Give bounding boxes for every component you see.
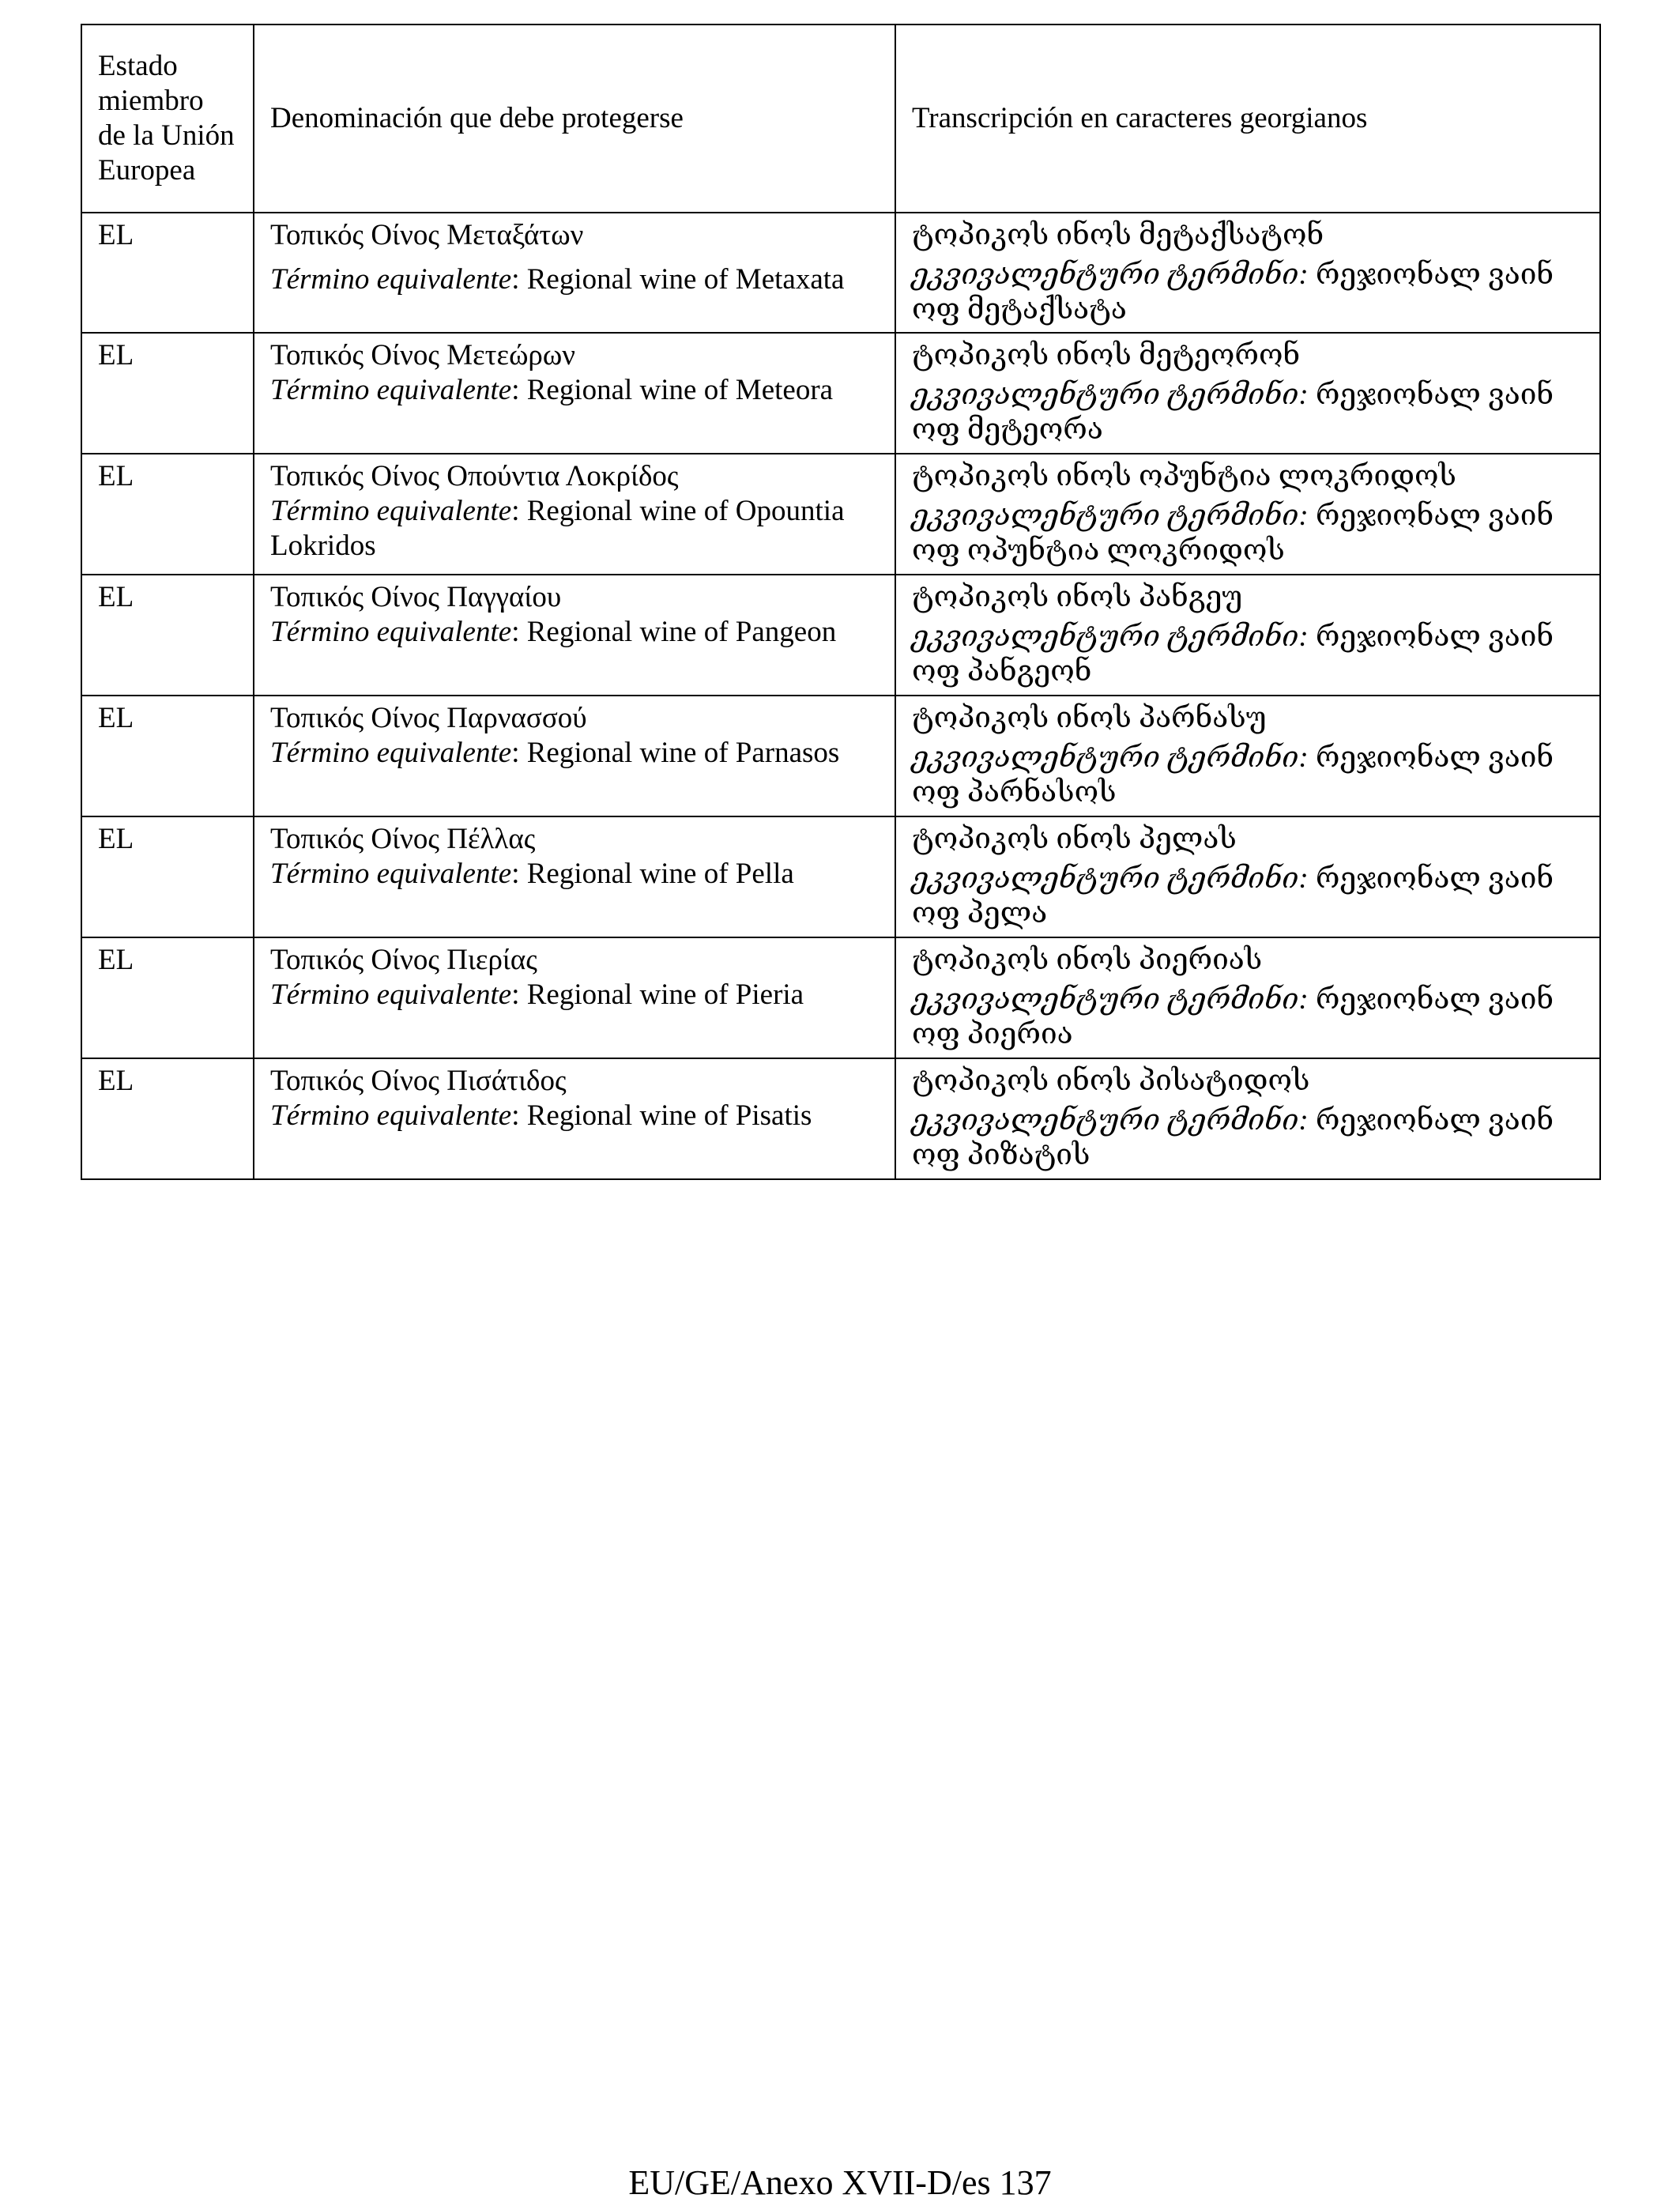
georgian-equivalent-label: ეკვივალენტური ტერმინი: <box>912 620 1309 653</box>
georgian-equivalent <box>912 499 1584 568</box>
georgian-equivalent-label: ეკვივალენტური ტერმინი: <box>912 741 1309 774</box>
georgian-name: ტოპიკოს ინოს ოპუნტია ლოკრიდოს <box>912 460 1456 492</box>
equivalent-value: : Regional wine of Pangeon <box>511 616 837 648</box>
table-row <box>81 816 1600 937</box>
cell-name <box>254 213 895 333</box>
equivalent-value: : Regional wine of Pella <box>511 858 794 890</box>
cell-name <box>254 454 895 575</box>
georgian-equivalent <box>912 862 1584 931</box>
protected-name: Τοπικός Οίνος Μεταξάτων <box>270 219 584 251</box>
georgian-equivalent-value: რეჯიონალ ვაინ ოფ პელა <box>912 862 1554 929</box>
equivalent-term <box>270 494 879 564</box>
cell-state: EL <box>81 333 254 454</box>
page-footer: EU/GE/Anexo XVII-D/es 137 <box>628 2163 1052 2202</box>
protected-name: Τοπικός Οίνος Παρνασσού <box>270 702 587 734</box>
georgian-name: ტოპიკოს ინოს პანგეუ <box>912 581 1243 613</box>
georgian-name: ტოპიკოს ინოს მეტეორონ <box>912 339 1301 371</box>
cell-state: EL <box>81 937 254 1058</box>
table-row <box>81 213 1600 333</box>
georgian-equivalent <box>912 741 1584 810</box>
equivalent-value: : Regional wine of Opountia Lokridos <box>270 495 845 562</box>
equivalent-term <box>270 262 879 297</box>
georgian-equivalent-value: რეჯიონალ ვაინ ოფ პიზატის <box>912 1104 1554 1171</box>
equivalent-value: : Regional wine of Metaxata <box>511 263 845 296</box>
georgian-equivalent <box>912 378 1584 447</box>
table-row <box>81 696 1600 816</box>
table-body <box>81 25 1600 1179</box>
equivalent-term <box>270 373 879 408</box>
cell-name <box>254 575 895 696</box>
cell-state: EL <box>81 454 254 575</box>
cell-transcription <box>895 816 1600 937</box>
equivalent-label: Término equivalente <box>270 858 512 890</box>
cell-transcription <box>895 937 1600 1058</box>
equivalent-label: Término equivalente <box>270 616 512 648</box>
table-header-row <box>81 25 1600 213</box>
equivalent-term <box>270 857 879 892</box>
equivalent-value: : Regional wine of Pieria <box>511 978 804 1011</box>
cell-state: EL <box>81 816 254 937</box>
cell-state: EL <box>81 1058 254 1179</box>
protected-name: Τοπικός Οίνος Παγγαίου <box>270 581 562 613</box>
georgian-equivalent-value: რეჯიონალ ვაინ ოფ მეტაქსატა <box>912 258 1554 326</box>
cell-name <box>254 1058 895 1179</box>
equivalent-label: Término equivalente <box>270 263 512 296</box>
georgian-equivalent-label: ეკვივალენტური ტერმინი: <box>912 500 1309 532</box>
protected-name: Τοπικός Οίνος Μετεώρων <box>270 339 575 371</box>
header-state: Estado miembro de la Unión Europea <box>81 25 254 213</box>
georgian-equivalent <box>912 1103 1584 1173</box>
georgian-name: ტოპიკოს ინოს პისატიდოს <box>912 1065 1310 1097</box>
georgian-equivalent <box>912 258 1584 327</box>
georgian-name: ტოპიკოს ინოს პიერიას <box>912 944 1263 976</box>
equivalent-label: Término equivalente <box>270 495 512 527</box>
table-row <box>81 454 1600 575</box>
table-row <box>81 937 1600 1058</box>
georgian-equivalent-value: რეჯიონალ ვაინ ოფ პარნასოს <box>912 741 1554 809</box>
equivalent-term <box>270 1099 879 1133</box>
cell-name <box>254 816 895 937</box>
georgian-equivalent <box>912 620 1584 689</box>
cell-name <box>254 333 895 454</box>
equivalent-label: Término equivalente <box>270 1099 512 1132</box>
equivalent-term <box>270 736 879 771</box>
georgian-name: ტოპიკოს ინოს პარნასუ <box>912 702 1267 734</box>
georgian-equivalent-label: ეკვივალენტური ტერმინი: <box>912 1104 1309 1137</box>
protected-name: Τοπικός Οίνος Οπούντια Λοκρίδος <box>270 460 679 492</box>
georgian-equivalent <box>912 982 1584 1052</box>
georgian-equivalent-label: ეკვივალენტური ტერმინი: <box>912 379 1309 411</box>
georgian-equivalent-value: რეჯიონალ ვაინ ოფ მეტეორა <box>912 379 1554 446</box>
table-row <box>81 333 1600 454</box>
georgian-equivalent-label: ეკვივალენტური ტერმინი: <box>912 862 1309 895</box>
cell-state: EL <box>81 696 254 816</box>
equivalent-label: Término equivalente <box>270 978 512 1011</box>
georgian-equivalent-value: რეჯიონალ ვაინ ოფ ოპუნტია ლოკრიდოს <box>912 500 1554 567</box>
equivalent-label: Término equivalente <box>270 737 512 769</box>
cell-transcription <box>895 333 1600 454</box>
georgian-equivalent-value: რეჯიონალ ვაინ ოფ პანგეონ <box>912 620 1554 688</box>
protected-name: Τοπικός Οίνος Πιερίας <box>270 944 537 976</box>
cell-transcription <box>895 1058 1600 1179</box>
header-transcription: Transcripción en caracteres georgianos <box>895 25 1600 213</box>
georgian-equivalent-label: ეკვივალენტური ტერმინი: <box>912 258 1309 291</box>
protected-name: Τοπικός Οίνος Πέλλας <box>270 823 536 855</box>
georgian-equivalent-value: რეჯიონალ ვაინ ოფ პიერია <box>912 983 1554 1050</box>
table-row <box>81 575 1600 696</box>
cell-name <box>254 696 895 816</box>
cell-state: EL <box>81 575 254 696</box>
georgian-name: ტოპიკოს ინოს პელას <box>912 823 1237 855</box>
cell-state: EL <box>81 213 254 333</box>
equivalent-term <box>270 978 879 1012</box>
denominations-table <box>81 24 1601 1180</box>
cell-name <box>254 937 895 1058</box>
equivalent-value: : Regional wine of Meteora <box>511 374 834 406</box>
cell-transcription <box>895 213 1600 333</box>
georgian-equivalent-label: ეკვივალენტური ტერმინი: <box>912 983 1309 1016</box>
cell-transcription <box>895 575 1600 696</box>
equivalent-term <box>270 615 879 650</box>
cell-transcription <box>895 454 1600 575</box>
georgian-name: ტოპიკოს ინოს მეტაქსატონ <box>912 219 1324 251</box>
equivalent-label: Término equivalente <box>270 374 512 406</box>
protected-name: Τοπικός Οίνος Πισάτιδος <box>270 1065 567 1097</box>
equivalent-value: : Regional wine of Pisatis <box>511 1099 812 1132</box>
table-row <box>81 1058 1600 1179</box>
cell-transcription <box>895 696 1600 816</box>
equivalent-value: : Regional wine of Parnasos <box>511 737 840 769</box>
header-name: Denominación que debe protegerse <box>254 25 895 213</box>
